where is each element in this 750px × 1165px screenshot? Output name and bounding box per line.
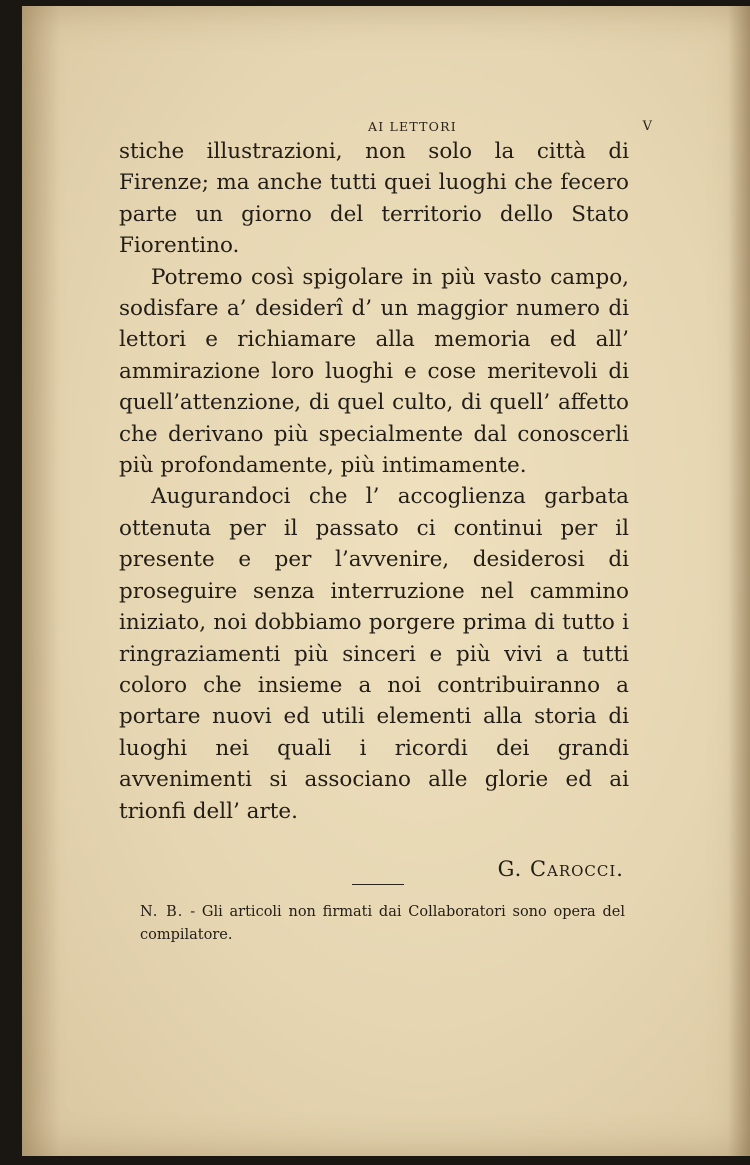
- paragraph: Augurandoci che l’ accoglienza garbata ottenuta per il passato ci continui per il presente e per l’avvenire, desiderosi di proseguire senza interruzione nel cammino iniziato, noi dobbiamo porgere prima di tutto i ringraziamenti più sinceri e più vivi a tutti coloro che insieme a noi contribuiranno a portare nuovi ed utili elementi alla storia di luoghi nei quali i ricordi dei grandi avvenimenti si associano alle glorie ed ai trionfi dell’ arte.: [119, 484, 629, 824]
- footnote-separator: -: [183, 904, 202, 920]
- paragraph: Potremo così spigolare in più vasto campo, sodisfare a’ desiderî d’ un maggior numero di lettori e richiamare alla memoria ed all’ ammirazione loro luoghi e cose meritevoli di quell’attenzione, di quel culto, di quell’ affetto che derivano più specialmente dal conoscerli più profondamente, più intimamente.: [119, 264, 629, 479]
- page-number: V: [642, 119, 652, 134]
- running-title: AI LETTORI: [368, 119, 457, 134]
- author-signature: G. Carocci.: [497, 857, 624, 881]
- footnote: [140, 901, 625, 947]
- footnote-text: Gli articoli non firmati dai Collaboratori sono opera del compilatore.: [140, 904, 625, 943]
- separator-rule: [352, 884, 404, 885]
- footnote-label: N. B.: [140, 904, 184, 920]
- body-text: [119, 136, 629, 827]
- paragraph-continuation: stiche illustrazioni, non solo la città di Firenze; ma anche tutti quei luoghi che fecero parte un giorno del territorio dello Stato Fiorentino.: [119, 139, 629, 259]
